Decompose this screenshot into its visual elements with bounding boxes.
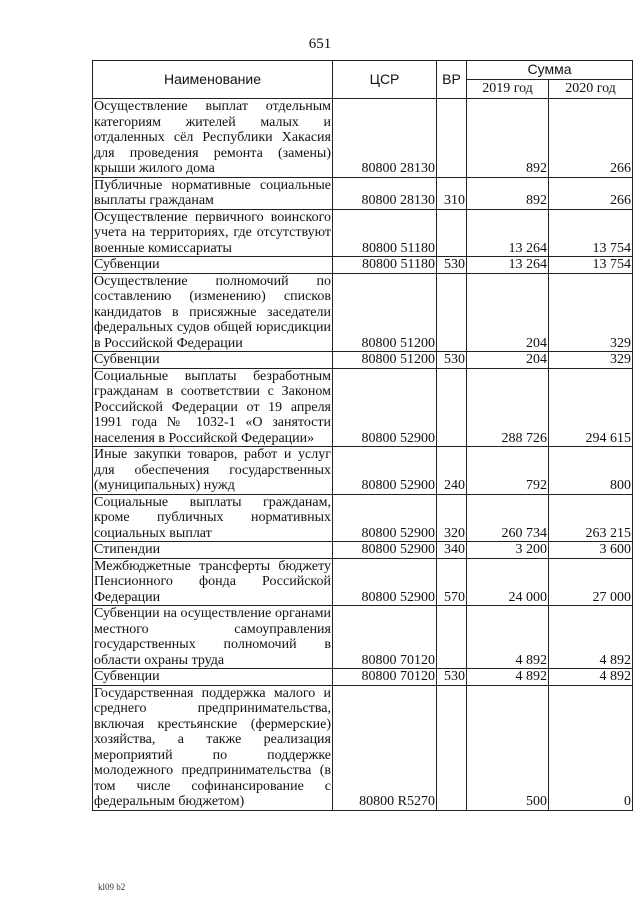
row-sum-2020: 27 000 [549, 558, 633, 606]
row-sum-2019: 13 264 [467, 209, 549, 257]
row-vr: 320 [437, 494, 467, 542]
row-csr: 80800 52900 [333, 368, 437, 447]
table-row [93, 669, 633, 686]
row-sum-2019: 792 [467, 447, 549, 495]
header-vr: ВР [437, 61, 467, 99]
row-sum-2019: 500 [467, 685, 549, 810]
row-vr: 340 [437, 542, 467, 559]
row-csr: 80800 R5270 [333, 685, 437, 810]
row-sum-2019: 204 [467, 352, 549, 369]
row-csr: 80800 51200 [333, 352, 437, 369]
row-csr: 80800 52900 [333, 542, 437, 559]
row-csr: 80800 51200 [333, 273, 437, 352]
row-csr: 80800 52900 [333, 494, 437, 542]
row-sum-2020: 263 215 [549, 494, 633, 542]
row-name: Субвенции [93, 257, 333, 274]
row-name: Государственная поддержка малого и среднего предпринимательства, включая крестьянские (фермерские) хозяйства, а также реализация мероприятий по поддержке молодежного предпринимательства (в том числе софинансирование с федеральным бюджетом) [94, 685, 331, 809]
row-sum-2020: 13 754 [549, 209, 633, 257]
row-vr [437, 606, 467, 669]
row-sum-2020: 800 [549, 447, 633, 495]
row-sum-2019: 13 264 [467, 257, 549, 274]
table-row [93, 257, 633, 274]
table-row [93, 368, 633, 447]
header-csr: ЦСР [333, 61, 437, 99]
row-sum-2020: 4 892 [549, 669, 633, 686]
table-row [93, 558, 633, 606]
header-year-2020: 2020 год [549, 80, 633, 99]
footer-code: kl09 b2 [98, 882, 126, 892]
header-year-2019: 2019 год [467, 80, 549, 99]
row-name: Осуществление полномочий по составлению (изменению) списков кандидатов в присяжные заседатели федеральных судов общей юрисдикции в Российской Федерации [94, 273, 331, 351]
table-row [93, 542, 633, 559]
row-sum-2020: 0 [549, 685, 633, 810]
row-sum-2019: 892 [467, 177, 549, 209]
row-csr: 80800 51180 [333, 209, 437, 257]
table-row [93, 273, 633, 352]
row-vr [437, 685, 467, 810]
row-csr: 80800 70120 [333, 669, 437, 686]
table-row [93, 352, 633, 369]
row-sum-2020: 266 [549, 99, 633, 178]
row-name: Публичные нормативные социальные выплаты гражданам [94, 177, 331, 208]
row-name: Межбюджетные трансферты бюджету Пенсионного фонда Российской Федерации [94, 558, 331, 605]
row-name: Социальные выплаты гражданам, кроме публичных нормативных социальных выплат [94, 494, 331, 541]
table-row [93, 447, 633, 495]
table-row [93, 99, 633, 178]
row-sum-2019: 4 892 [467, 606, 549, 669]
row-csr: 80800 28130 [333, 99, 437, 178]
row-sum-2020: 4 892 [549, 606, 633, 669]
budget-table [92, 60, 633, 811]
row-sum-2019: 204 [467, 273, 549, 352]
row-name: Стипендии [93, 542, 333, 559]
row-sum-2019: 3 200 [467, 542, 549, 559]
row-vr [437, 368, 467, 447]
row-vr: 530 [437, 352, 467, 369]
table-row [93, 209, 633, 257]
table-row [93, 606, 633, 669]
table-row [93, 685, 633, 810]
row-csr: 80800 52900 [333, 447, 437, 495]
table-row [93, 177, 633, 209]
row-vr: 530 [437, 257, 467, 274]
page-number: 651 [308, 36, 332, 52]
row-sum-2020: 3 600 [549, 542, 633, 559]
row-vr [437, 273, 467, 352]
row-vr [437, 209, 467, 257]
row-csr: 80800 28130 [333, 177, 437, 209]
row-vr: 310 [437, 177, 467, 209]
row-name: Осуществление выплат отдельным категориям жителей малых и отдаленных сёл Республики Хакасия для проведения ремонта (замены) крыши жилого дома [94, 99, 331, 176]
header-sum: Сумма [467, 61, 633, 80]
row-sum-2019: 288 726 [467, 368, 549, 447]
header-name: Наименование [93, 61, 333, 99]
row-sum-2020: 294 615 [549, 368, 633, 447]
row-sum-2019: 24 000 [467, 558, 549, 606]
row-sum-2020: 266 [549, 177, 633, 209]
row-sum-2019: 892 [467, 99, 549, 178]
row-name: Субвенции [93, 352, 333, 369]
row-vr: 240 [437, 447, 467, 495]
row-sum-2020: 13 754 [549, 257, 633, 274]
row-vr: 530 [437, 669, 467, 686]
row-sum-2020: 329 [549, 352, 633, 369]
row-name: Осуществление первичного воинского учета на территориях, где отсутствуют военные комиссариаты [94, 209, 331, 256]
row-sum-2019: 4 892 [467, 669, 549, 686]
row-csr: 80800 52900 [333, 558, 437, 606]
row-sum-2020: 329 [549, 273, 633, 352]
row-sum-2019: 260 734 [467, 494, 549, 542]
row-name: Субвенции [93, 669, 333, 686]
table-header-row [93, 61, 633, 80]
row-name: Социальные выплаты безработным гражданам в соответствии с Законом Российской Федерации от 19 апреля 1991 года № 1032-1 «О занятости населения в Российской Федерации» [94, 368, 331, 446]
row-vr [437, 99, 467, 178]
row-name: Субвенции на осуществление органами местного самоуправления государственных полномочий в области охраны труда [94, 606, 331, 668]
table-row [93, 494, 633, 542]
row-csr: 80800 70120 [333, 606, 437, 669]
row-name: Иные закупки товаров, работ и услуг для обеспечения государственных (муниципальных) нужд [94, 447, 331, 493]
row-csr: 80800 51180 [333, 257, 437, 274]
row-vr: 570 [437, 558, 467, 606]
